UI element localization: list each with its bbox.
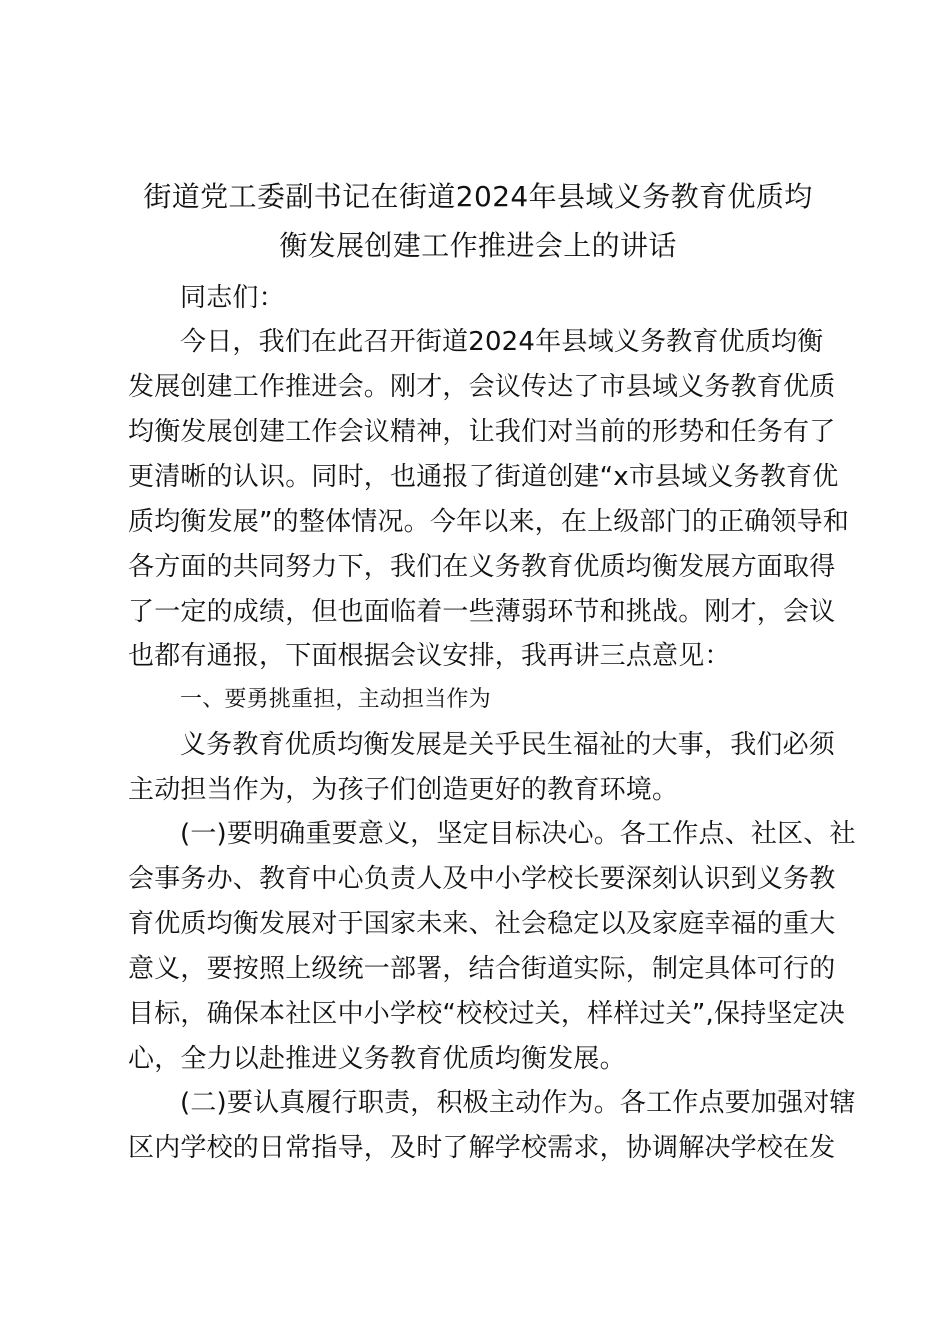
section-heading: 一、要勇挑重担，主动担当作为: [180, 687, 491, 712]
paragraph-line: 意义，要按照上级统一部署，结合街道实际，制定具体可行的: [128, 954, 836, 984]
paragraph-line: 区内学校的日常指导，及时了解学校需求，协调解决学校在发: [128, 1133, 836, 1163]
document-title-line-2: 衡发展创建工作推进会上的讲话: [279, 229, 677, 262]
paragraph-line: 均衡发展创建工作会议精神，让我们对当前的形势和任务有了: [128, 417, 836, 447]
paragraph-line: 主动担当作为，为孩子们创造更好的教育环境。: [128, 775, 679, 805]
paragraph-line: 质均衡发展”的整体情况。今年以来，在上级部门的正确领导和: [128, 507, 850, 537]
paragraph-line: (一)要明确重要意义，坚定目标决心。各工作点、社区、社: [180, 819, 856, 849]
paragraph-line: 心，全力以赴推进义务教育优质均衡发展。: [128, 1044, 626, 1074]
paragraph-line: 发展创建工作推进会。刚才，会议传达了市县域义务教育优质: [128, 372, 836, 402]
paragraph-line: 今日，我们在此召开街道2024年县域义务教育优质均衡: [180, 327, 824, 357]
paragraph-line: 了一定的成绩，但也面临着一些薄弱环节和挑战。刚才，会议: [128, 597, 836, 627]
paragraph-line: 更清晰的认识。同时，也通报了街道创建“x市县域义务教育优: [128, 462, 839, 492]
paragraph-line: 也都有通报，下面根据会议安排，我再讲三点意见：: [128, 641, 731, 671]
paragraph-line: 目标，确保本社区中小学校“校校过关，样样过关”,保持坚定决: [128, 999, 846, 1029]
paragraph-line: 各方面的共同努力下，我们在义务教育优质均衡发展方面取得: [128, 552, 836, 582]
paragraph-line: 育优质均衡发展对于国家未来、社会稳定以及家庭幸福的重大: [128, 909, 836, 939]
paragraph-line: 义务教育优质均衡发展是关乎民生福祉的大事，我们必须: [180, 730, 836, 760]
paragraph-line: (二)要认真履行职责，积极主动作为。各工作点要加强对辖: [180, 1088, 856, 1118]
document-title-line-1: 街道党工委副书记在街道2024年县域义务教育优质均: [143, 180, 813, 213]
paragraph-line: 会事务办、教育中心负责人及中小学校长要深刻认识到义务教: [128, 864, 836, 894]
salutation: 同志们：: [180, 283, 285, 313]
